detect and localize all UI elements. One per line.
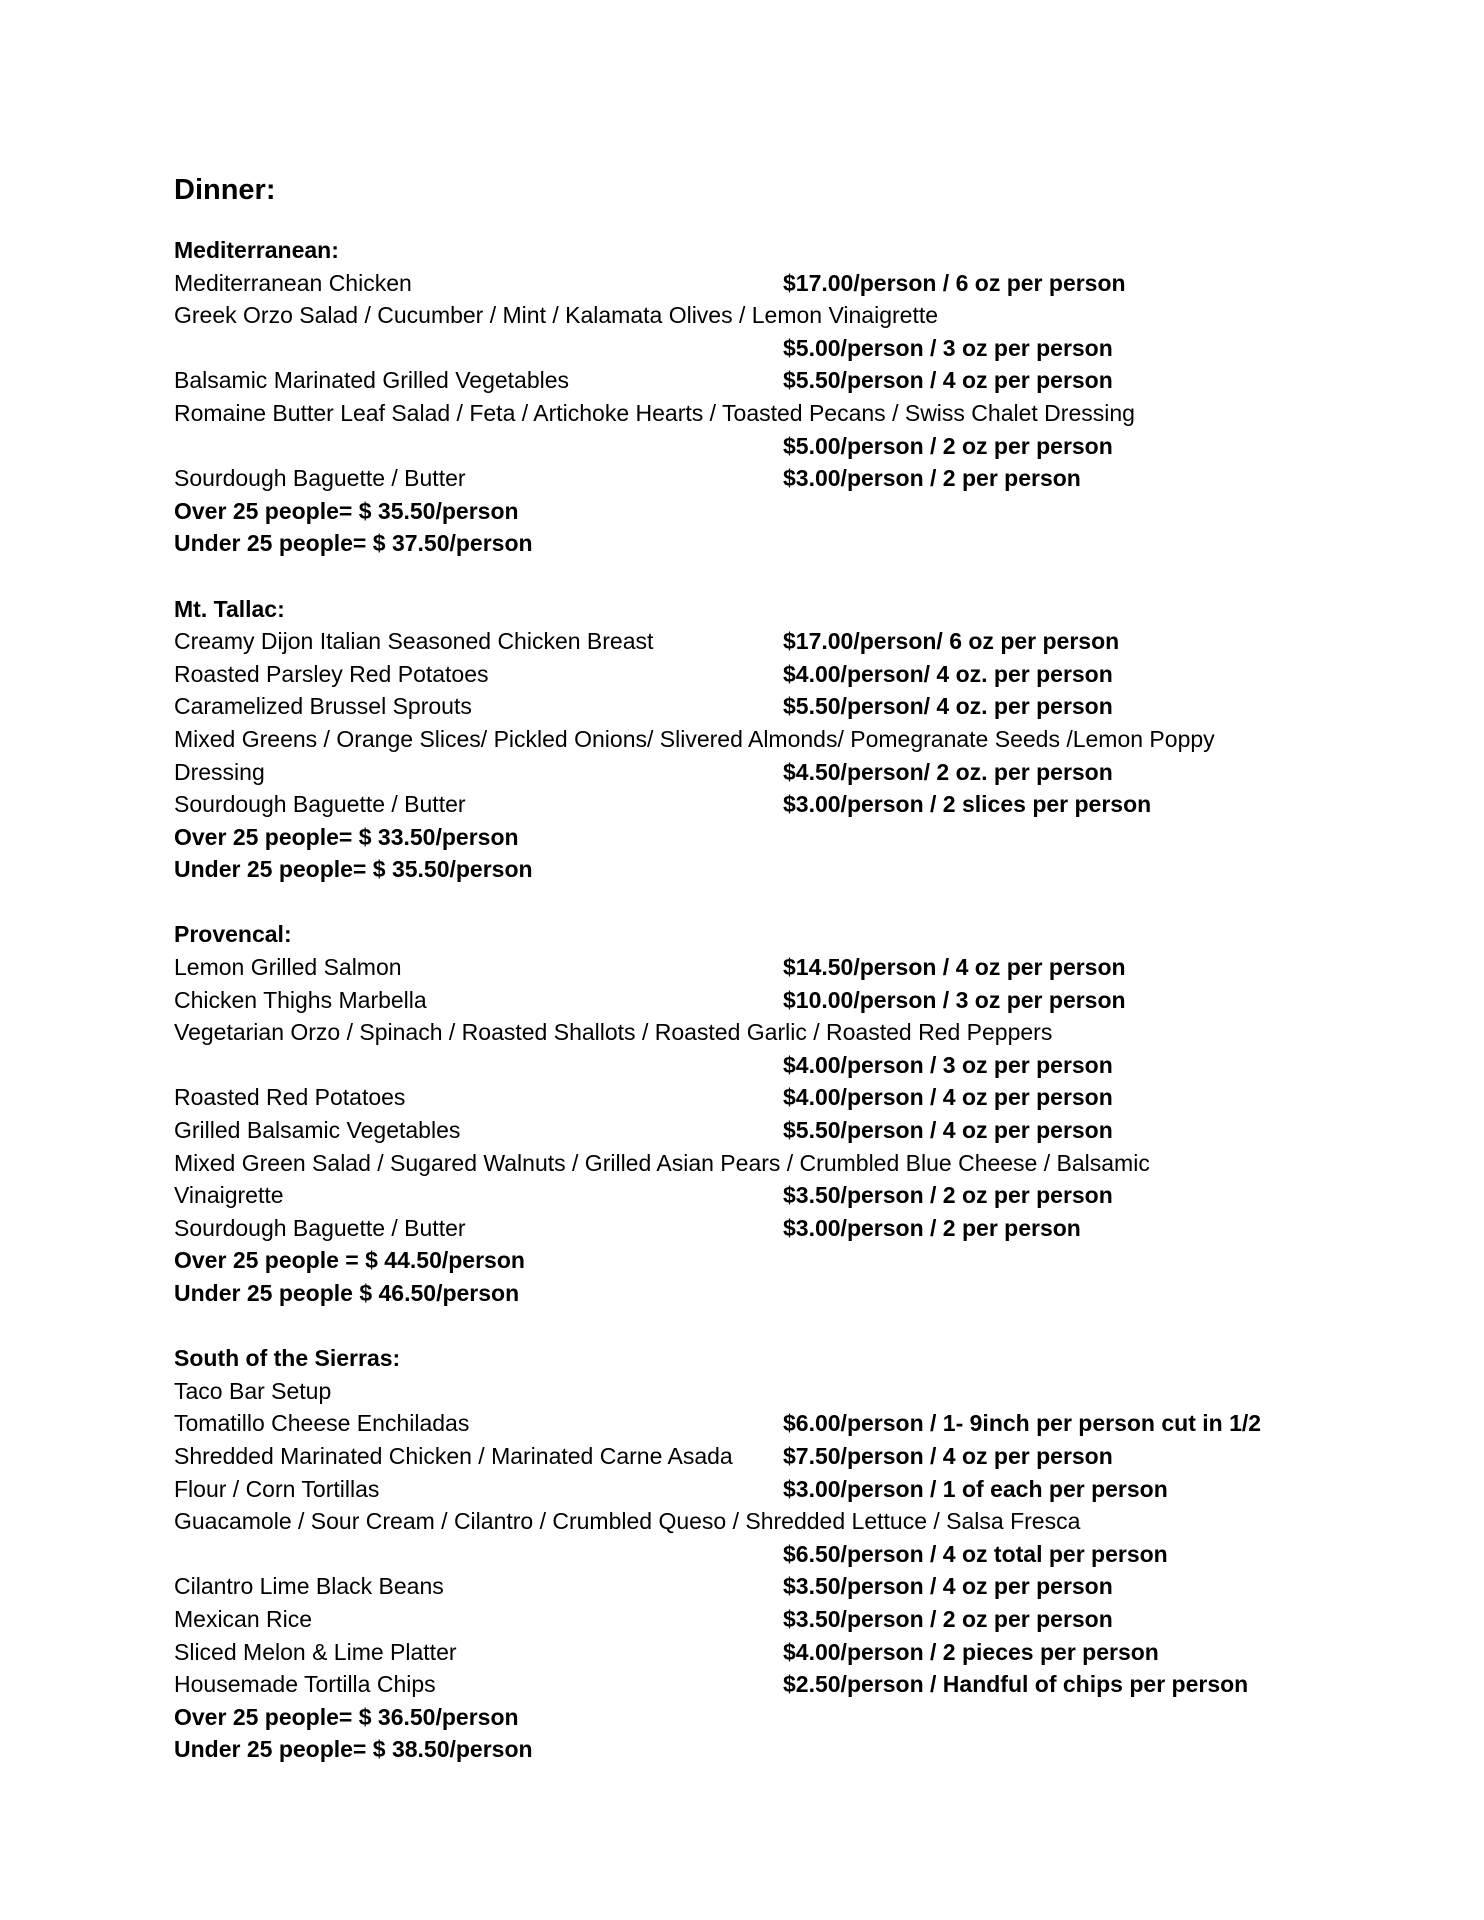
menu-section — [174, 1342, 1354, 1766]
menu-item-price: $4.00/person / 2 pieces per person — [783, 1638, 1159, 1665]
menu-item-name: Vinaigrette — [174, 1182, 284, 1209]
menu-item-name: Sourdough Baguette / Butter — [174, 791, 466, 818]
menu-item-price: $3.50/person / 2 oz per person — [783, 1605, 1113, 1632]
menu-item-name: Sourdough Baguette / Butter — [174, 1214, 466, 1241]
menu-item-price: $5.00/person / 3 oz per person — [783, 334, 1113, 361]
page-title: Dinner: — [174, 174, 276, 206]
menu-item-price: $6.00/person / 1- 9inch per person cut in 1/2 — [783, 1410, 1262, 1437]
menu-item-price: $3.00/person / 2 per person — [783, 1214, 1081, 1241]
under-25-price: Under 25 people= $ 37.50/person — [174, 530, 533, 557]
menu-item-row — [174, 951, 1354, 984]
over-25-price: Over 25 people= $ 33.50/person — [174, 823, 519, 850]
menu-section — [174, 918, 1354, 1309]
section-heading: Mediterranean: — [174, 237, 339, 263]
menu-item-name: Sourdough Baguette / Butter — [174, 465, 466, 492]
menu-item-row — [174, 1668, 1354, 1701]
menu-item-name: Creamy Dijon Italian Seasoned Chicken Breast — [174, 628, 654, 655]
over-25-price: Over 25 people = $ 44.50/person — [174, 1247, 525, 1274]
menu-item-price: $5.50/person / 4 oz per person — [783, 1117, 1113, 1144]
over-25-price: Over 25 people= $ 35.50/person — [174, 497, 519, 524]
menu-item-name: Dressing — [174, 758, 265, 785]
menu-item-row — [174, 658, 1354, 691]
menu-item-price: $3.00/person / 1 of each per person — [783, 1475, 1168, 1502]
menu-item-price: $2.50/person / Handful of chips per person — [783, 1671, 1249, 1698]
menu-item-name: Lemon Grilled Salmon — [174, 954, 402, 981]
menu-item-name: Sliced Melon & Lime Platter — [174, 1638, 457, 1665]
menu-item-price: $5.50/person/ 4 oz. per person — [783, 693, 1113, 720]
menu-item-name: Guacamole / Sour Cream / Cilantro / Crumbled Queso / Shredded Lettuce / Salsa Fresca — [174, 1508, 1081, 1535]
menu-item-row — [174, 1049, 1354, 1082]
menu-item-name: Romaine Butter Leaf Salad / Feta / Artichoke Hearts / Toasted Pecans / Swiss Chalet Dressing — [174, 399, 1135, 426]
under-25-price: Under 25 people $ 46.50/person — [174, 1280, 520, 1306]
menu-item-name: Mexican Rice — [174, 1605, 313, 1632]
menu-item-name: Mixed Greens / Orange Slices/ Pickled Onions/ Slivered Almonds/ Pomegranate Seeds /Lemon Poppy — [174, 725, 1215, 752]
menu-item-name: Vegetarian Orzo / Spinach / Roasted Shallots / Roasted Garlic / Roasted Red Peppers — [174, 1019, 1053, 1046]
menu-item-price: $3.50/person / 4 oz per person — [783, 1573, 1113, 1600]
menu-item-price: $4.00/person/ 4 oz. per person — [783, 660, 1113, 687]
menu-item-row — [174, 1375, 1354, 1408]
menu-item-row — [174, 625, 1354, 658]
menu-page — [174, 170, 1354, 1799]
menu-item-price: $5.00/person / 2 oz per person — [783, 432, 1113, 459]
menu-item-row — [174, 1473, 1354, 1506]
under-25-price: Under 25 people= $ 38.50/person — [174, 1736, 533, 1763]
menu-item-row — [174, 984, 1354, 1017]
section-heading: Provencal: — [174, 921, 292, 948]
menu-item-name: Cilantro Lime Black Beans — [174, 1573, 444, 1600]
menu-item-price: $17.00/person / 6 oz per person — [783, 269, 1126, 296]
menu-item-row — [174, 788, 1354, 821]
menu-section — [174, 234, 1354, 560]
menu-item-row — [174, 332, 1354, 365]
menu-item-price: $3.00/person / 2 per person — [783, 465, 1081, 492]
over-25-price: Over 25 people= $ 36.50/person — [174, 1703, 519, 1730]
menu-item-name: Roasted Red Potatoes — [174, 1084, 406, 1111]
menu-item-price: $6.50/person / 4 oz total per person — [783, 1540, 1168, 1567]
menu-item-row — [174, 1440, 1354, 1473]
menu-item-row — [174, 1570, 1354, 1603]
menu-item-name: Tomatillo Cheese Enchiladas — [174, 1410, 470, 1437]
menu-item-row — [174, 1179, 1354, 1212]
menu-item-row — [174, 430, 1354, 463]
menu-item-row — [174, 690, 1354, 723]
menu-item-row — [174, 1081, 1354, 1114]
menu-sections — [174, 234, 1354, 1766]
menu-item-row — [174, 1636, 1354, 1669]
menu-item-price: $17.00/person/ 6 oz per person — [783, 628, 1120, 655]
menu-item-price: $3.00/person / 2 slices per person — [783, 791, 1152, 818]
menu-item-row — [174, 299, 1354, 332]
menu-item-row — [174, 462, 1354, 495]
menu-item-price: $4.00/person / 3 oz per person — [783, 1051, 1113, 1078]
menu-item-row — [174, 723, 1354, 756]
menu-item-name: Shredded Marinated Chicken / Marinated Carne Asada — [174, 1442, 733, 1469]
menu-item-name: Balsamic Marinated Grilled Vegetables — [174, 367, 570, 394]
menu-item-name: Taco Bar Setup — [174, 1377, 332, 1404]
menu-section — [174, 593, 1354, 886]
menu-item-name: Caramelized Brussel Sprouts — [174, 693, 472, 720]
menu-item-row — [174, 1147, 1354, 1180]
menu-item-name: Chicken Thighs Marbella — [174, 986, 427, 1013]
menu-item-price: $14.50/person / 4 oz per person — [783, 954, 1126, 981]
under-25-price: Under 25 people= $ 35.50/person — [174, 856, 533, 883]
menu-item-row — [174, 756, 1354, 789]
section-heading: South of the Sierras: — [174, 1345, 401, 1372]
menu-item-price: $7.50/person / 4 oz per person — [783, 1442, 1113, 1469]
menu-item-name: Mediterranean Chicken — [174, 269, 412, 296]
menu-item-price: $4.00/person / 4 oz per person — [783, 1084, 1113, 1111]
menu-item-price: $4.50/person/ 2 oz. per person — [783, 758, 1113, 785]
menu-item-row — [174, 1407, 1354, 1440]
menu-item-row — [174, 1016, 1354, 1049]
menu-item-price: $3.50/person / 2 oz per person — [783, 1182, 1113, 1209]
menu-item-price: $10.00/person / 3 oz per person — [783, 986, 1126, 1013]
menu-item-row — [174, 364, 1354, 397]
menu-item-row — [174, 1505, 1354, 1538]
menu-item-name: Grilled Balsamic Vegetables — [174, 1117, 461, 1144]
menu-item-name: Greek Orzo Salad / Cucumber / Mint / Kalamata Olives / Lemon Vinaigrette — [174, 302, 939, 329]
menu-item-row — [174, 1603, 1354, 1636]
menu-item-name: Flour / Corn Tortillas — [174, 1475, 380, 1502]
menu-item-row — [174, 397, 1354, 430]
menu-item-row — [174, 267, 1354, 300]
menu-item-name: Mixed Green Salad / Sugared Walnuts / Grilled Asian Pears / Crumbled Blue Cheese / Balsamic — [174, 1149, 1150, 1176]
menu-item-row — [174, 1538, 1354, 1571]
menu-item-name: Housemade Tortilla Chips — [174, 1671, 436, 1698]
menu-item-row — [174, 1114, 1354, 1147]
menu-item-price: $5.50/person / 4 oz per person — [783, 367, 1113, 394]
menu-item-name: Roasted Parsley Red Potatoes — [174, 660, 489, 687]
section-heading: Mt. Tallac: — [174, 595, 285, 622]
menu-item-row — [174, 1212, 1354, 1245]
